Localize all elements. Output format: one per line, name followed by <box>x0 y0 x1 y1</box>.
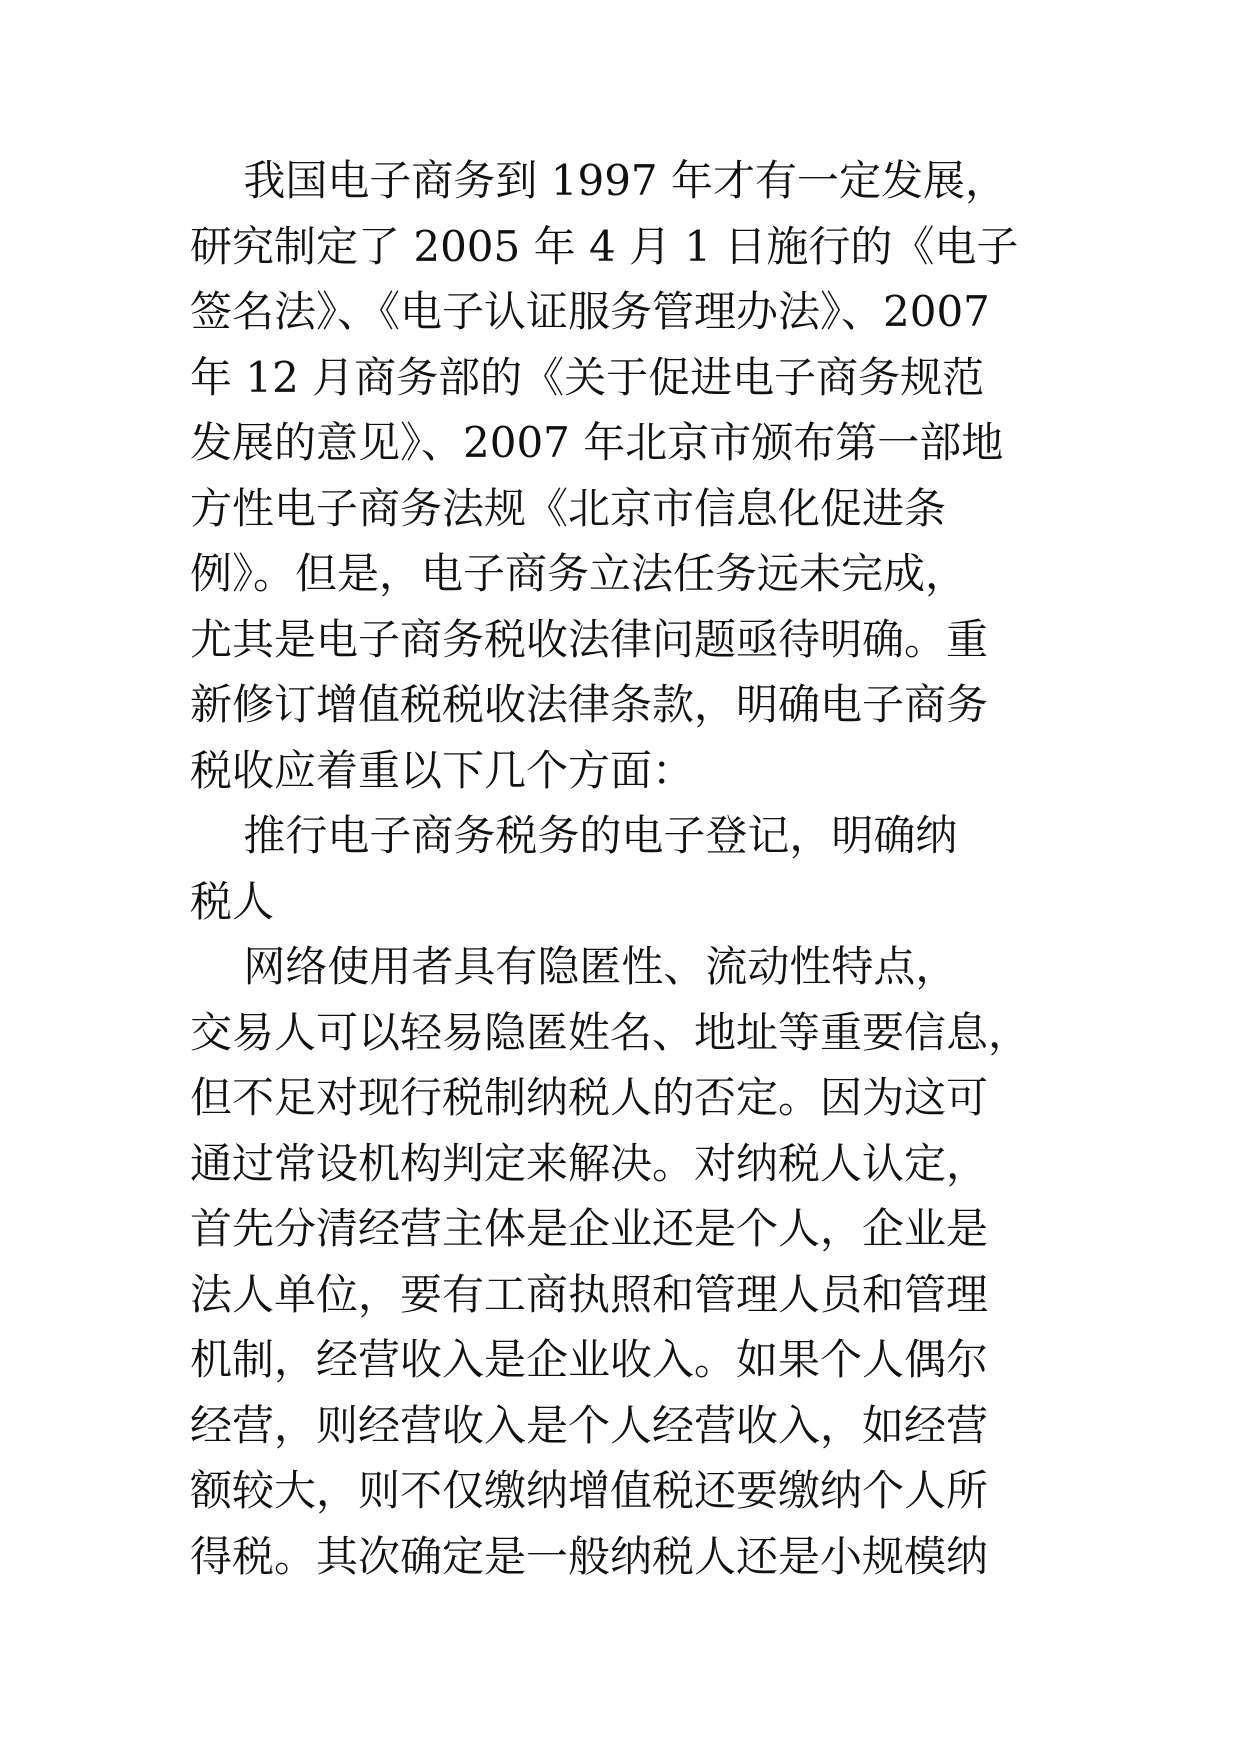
text-line: 研究制定了 2005 年 4 月 1 日施行的《电子 <box>190 221 1019 271</box>
text-line: 网络使用者具有隐匿性、流动性特点， <box>190 942 958 991</box>
body-text <box>190 148 1090 1589</box>
text-line: 推行电子商务税务的电子登记，明确纳 <box>190 811 958 860</box>
text-line: 交易人可以轻易隐匿姓名、地址等重要信息， <box>190 1007 1031 1057</box>
text-line: 税人 <box>190 876 275 926</box>
text-line: 额较大，则不仅缴纳增值税还要缴纳个人所 <box>190 1466 989 1515</box>
text-line: 发展的意见》、2007 年北京市颁布第一部地 <box>190 418 1004 467</box>
text-line: 年 12 月商务部的《关于促进电子商务规范 <box>190 352 985 402</box>
text-line: 新修订增值税税收法律条款，明确电子商务 <box>190 680 989 729</box>
text-line: 尤其是电子商务税收法律问题亟待明确。重 <box>190 614 989 664</box>
text-line: 税收应着重以下几个方面： <box>190 745 695 795</box>
text-line: 例》。但是，电子商务立法任务远未完成， <box>190 549 968 598</box>
text-line: 我国电子商务到 1997 年才有一定发展， <box>190 156 1007 205</box>
text-line: 通过常设机构判定来解决。对纳税人认定， <box>190 1138 989 1188</box>
text-line: 但不足对现行税制纳税人的否定。因为这可 <box>190 1073 989 1122</box>
text-line: 机制，经营收入是企业收入。如果个人偶尔 <box>190 1335 989 1384</box>
text-line: 方性电子商务法规《北京市信息化促进条 <box>190 483 947 533</box>
text-line: 经营，则经营收入是个人经营收入，如经营 <box>190 1400 989 1450</box>
text-line: 首先分清经营主体是企业还是个人，企业是 <box>190 1204 989 1253</box>
text-line: 法人单位，要有工商执照和管理人员和管理 <box>190 1269 989 1319</box>
text-line: 签名法》、《电子认证服务管理办法》、2007 <box>190 287 990 336</box>
text-line: 得税。其次确定是一般纳税人还是小规模纳 <box>190 1531 989 1581</box>
